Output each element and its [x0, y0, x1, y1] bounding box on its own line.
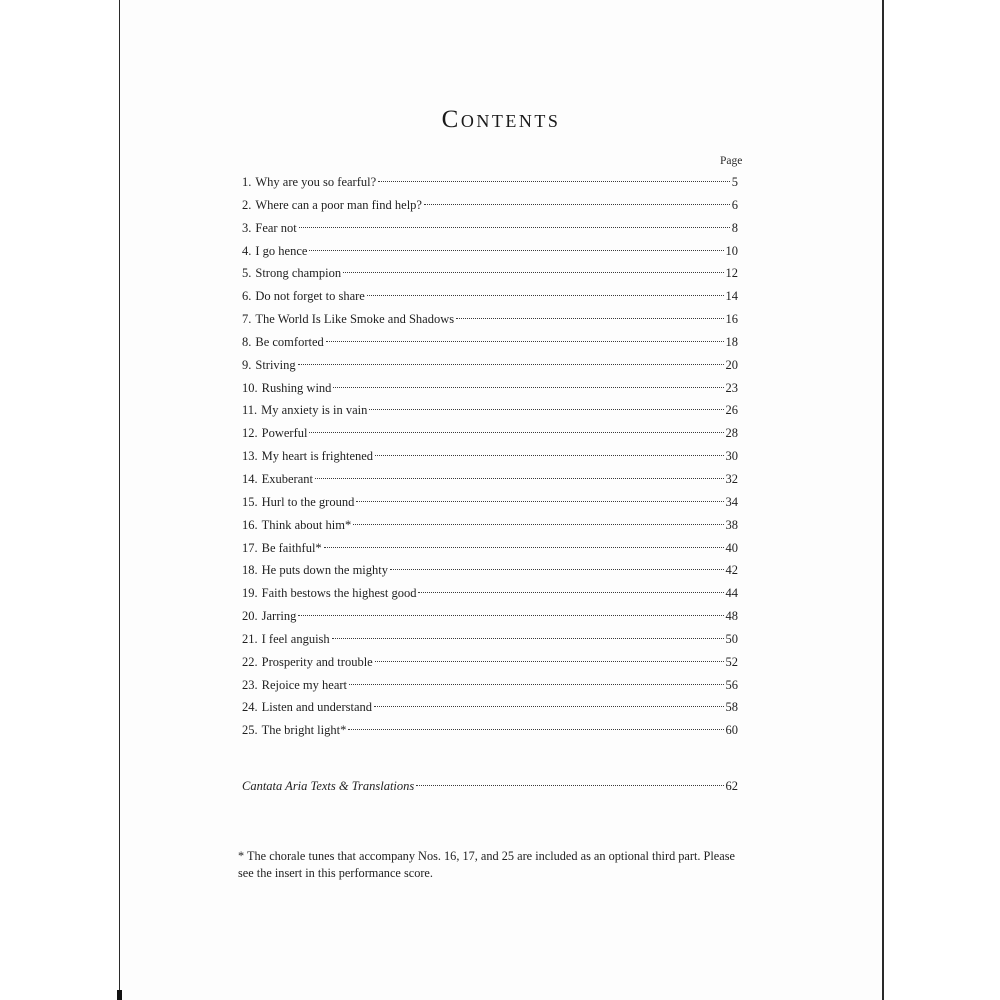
toc-entry-number: 7. — [242, 312, 252, 327]
toc-entry-title: The bright light* — [261, 723, 347, 738]
dot-leader — [343, 272, 723, 273]
dot-leader — [416, 785, 723, 786]
toc-entry — [242, 171, 738, 194]
toc-entry-number: 16. — [242, 517, 258, 532]
toc-entry-number: 9. — [242, 357, 252, 372]
toc-entry-page: 40 — [725, 540, 738, 555]
toc-entry-number: 11. — [242, 403, 258, 418]
toc-entry-page: 14 — [725, 289, 738, 304]
toc-entry-title: Rushing wind — [261, 380, 332, 395]
toc-entry-page: 10 — [725, 243, 738, 258]
toc-entry-number: 10. — [242, 380, 258, 395]
dot-leader — [315, 478, 724, 479]
toc-entry-title: Be comforted — [255, 334, 324, 349]
toc-entry-number: 18. — [242, 563, 258, 578]
toc-entry-title: Listen and understand — [261, 700, 373, 715]
dot-leader — [299, 227, 730, 228]
toc-entry — [242, 285, 738, 308]
toc-entry-title: Think about him* — [261, 517, 352, 532]
toc-entry-number: 8. — [242, 334, 252, 349]
dot-leader — [378, 181, 730, 182]
toc-extra-title: Cantata Aria Texts & Translations — [242, 779, 415, 793]
toc-entry-page: 42 — [725, 563, 738, 578]
toc-entry-page: 32 — [725, 471, 738, 486]
toc-entry-number: 20. — [242, 609, 258, 624]
toc-entry-number: 5. — [242, 266, 252, 281]
toc-entry-title: I go hence — [255, 243, 308, 258]
dot-leader — [356, 501, 723, 502]
toc-entry — [242, 696, 738, 719]
table-of-contents — [242, 171, 738, 742]
toc-entry-number: 17. — [242, 540, 258, 555]
toc-entry-page: 56 — [725, 677, 738, 692]
toc-entry — [242, 559, 738, 582]
toc-entry-page: 26 — [725, 403, 738, 418]
toc-entry — [242, 605, 738, 628]
toc-entry — [242, 628, 738, 651]
toc-entry-number: 22. — [242, 654, 258, 669]
toc-entry-number: 2. — [242, 197, 252, 212]
toc-extra-entry — [242, 775, 738, 798]
toc-entry-title: Hurl to the ground — [261, 494, 355, 509]
toc-entry-page: 48 — [725, 609, 738, 624]
toc-entry — [242, 194, 738, 217]
toc-entry-title: Fear not — [255, 220, 297, 235]
page-column-label: Page — [720, 155, 743, 167]
dot-leader — [309, 250, 723, 251]
toc-entry — [242, 217, 738, 240]
toc-entry-title: Jarring — [261, 609, 297, 624]
toc-entry-number: 12. — [242, 426, 258, 441]
dot-leader — [418, 592, 723, 593]
toc-entry-title: Powerful — [261, 426, 308, 441]
toc-entry-title: Where can a poor man find help? — [255, 197, 422, 212]
toc-entry-page: 60 — [725, 723, 738, 738]
toc-entry — [242, 582, 738, 605]
toc-entry-page: 50 — [725, 631, 738, 646]
toc-entry-page: 16 — [725, 312, 738, 327]
toc-entry-page: 58 — [725, 700, 738, 715]
scan-edge-mark — [117, 990, 122, 1000]
dot-leader — [348, 729, 723, 730]
toc-entry-title: He puts down the mighty — [261, 563, 389, 578]
footnote: * The chorale tunes that accompany Nos. 16, 17, and 25 are included as an optional third part. Please see the insert in this performance score. — [238, 849, 735, 880]
dot-leader — [332, 638, 724, 639]
dot-leader — [349, 684, 723, 685]
toc-entry-title: Be faithful* — [261, 540, 322, 555]
dot-leader — [353, 524, 723, 525]
toc-entry — [242, 445, 738, 468]
toc-entry-number: 24. — [242, 700, 258, 715]
toc-entry-page: 6 — [731, 197, 738, 212]
toc-entry — [242, 399, 738, 422]
toc-entry — [242, 240, 738, 263]
toc-entry — [242, 468, 738, 491]
dot-leader — [369, 409, 723, 410]
toc-entry-title: The World Is Like Smoke and Shadows — [255, 312, 455, 327]
toc-entry-number: 13. — [242, 449, 258, 464]
dot-leader — [324, 547, 724, 548]
toc-entry-page: 8 — [731, 220, 738, 235]
dot-leader — [375, 455, 723, 456]
toc-entry — [242, 377, 738, 400]
toc-entry-page: 30 — [725, 449, 738, 464]
toc-entry-page: 52 — [725, 654, 738, 669]
toc-entry-title: Faith bestows the highest good — [261, 586, 417, 601]
toc-entry-title: I feel anguish — [261, 631, 330, 646]
toc-extra-page: 62 — [725, 779, 738, 793]
toc-entry-number: 19. — [242, 586, 258, 601]
toc-entry-title: Striving — [255, 357, 296, 372]
toc-entry-number: 21. — [242, 631, 258, 646]
dot-leader — [390, 569, 723, 570]
toc-entry-title: Prosperity and trouble — [261, 654, 373, 669]
toc-entry — [242, 262, 738, 285]
dot-leader — [374, 706, 723, 707]
toc-entry-number: 3. — [242, 220, 252, 235]
toc-entry-number: 4. — [242, 243, 252, 258]
toc-entry — [242, 537, 738, 560]
dot-leader — [375, 661, 724, 662]
toc-entry-page: 18 — [725, 334, 738, 349]
dot-leader — [333, 387, 723, 388]
toc-entry-page: 20 — [725, 357, 738, 372]
toc-entry-number: 25. — [242, 723, 258, 738]
dot-leader — [367, 295, 724, 296]
toc-entry-page: 28 — [725, 426, 738, 441]
toc-entry — [242, 719, 738, 742]
toc-entry — [242, 308, 738, 331]
toc-entry-number: 23. — [242, 677, 258, 692]
toc-entry — [242, 422, 738, 445]
toc-entry-title: Do not forget to share — [255, 289, 365, 304]
toc-entry-title: Strong champion — [255, 266, 342, 281]
toc-entry — [242, 491, 738, 514]
toc-entry-title: Exuberant — [261, 471, 313, 486]
toc-entry-page: 44 — [725, 586, 738, 601]
toc-entry-page: 38 — [725, 517, 738, 532]
dot-leader — [456, 318, 723, 319]
toc-entry-title: Rejoice my heart — [261, 677, 348, 692]
dot-leader — [424, 204, 730, 205]
toc-entry — [242, 651, 738, 674]
toc-entry-page: 5 — [731, 175, 738, 189]
toc-entry — [242, 331, 738, 354]
toc-entry-number: 15. — [242, 494, 258, 509]
contents-page — [119, 0, 884, 1000]
toc-entry-number: 6. — [242, 289, 252, 304]
toc-entry-page: 12 — [725, 266, 738, 281]
toc-entry-title: My anxiety is in vain — [261, 403, 368, 418]
dot-leader — [298, 364, 724, 365]
dot-leader — [298, 615, 723, 616]
page-title: Contents — [441, 106, 561, 133]
toc-entry — [242, 674, 738, 697]
toc-entry-number: 14. — [242, 471, 258, 486]
dot-leader — [309, 432, 723, 433]
toc-entry — [242, 354, 738, 377]
toc-entry-title: My heart is frightened — [261, 449, 374, 464]
toc-entry-title: Why are you so fearful? — [255, 175, 377, 189]
toc-entry-number: 1. — [242, 175, 252, 189]
toc-entry-page: 23 — [725, 380, 738, 395]
toc-entry-page: 34 — [725, 494, 738, 509]
dot-leader — [326, 341, 724, 342]
toc-entry — [242, 514, 738, 537]
